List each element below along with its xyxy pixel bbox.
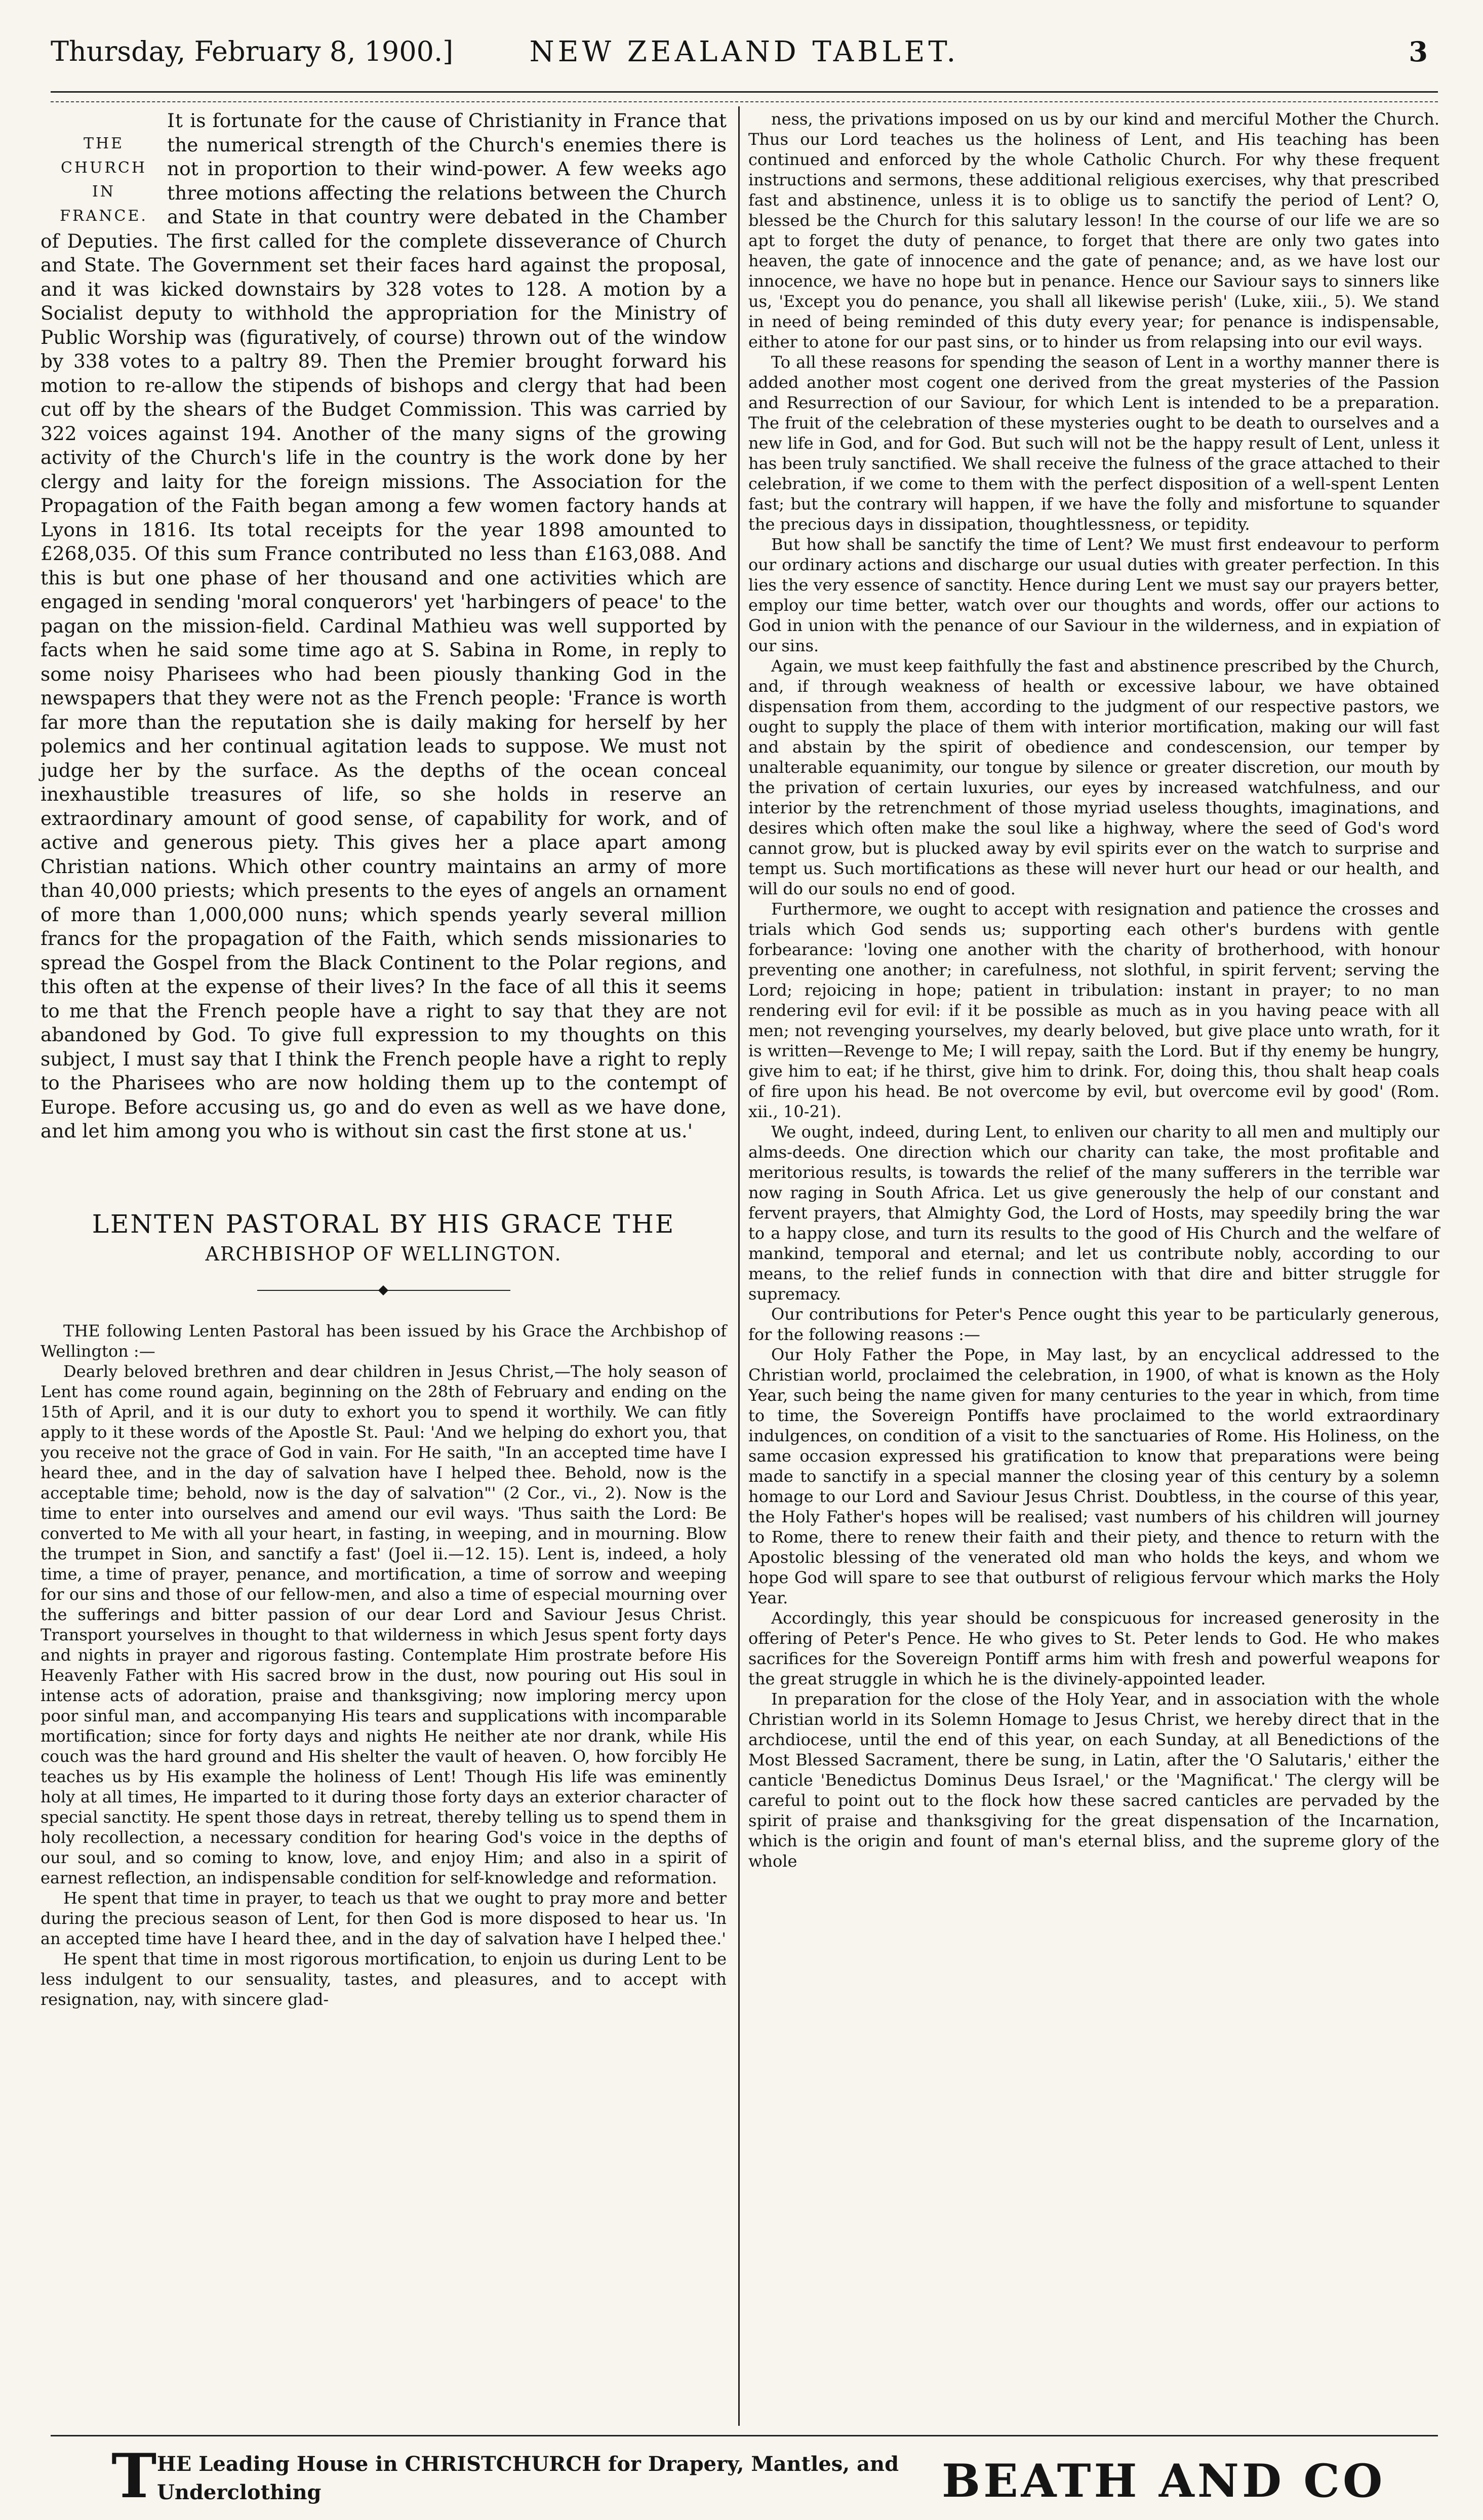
pastoral-paragraph: Again, we must keep faithfully the fast and abstinence prescribed by the Church, and, if through weakness of health or excessive labour, we have obtained dispensation from them, according to the judgment of our respective pastors, we ought to supply the place of them with interior mortification, making our will fast and abstain by the spirit of obedience and condescension, our temper by unalterable equanimity, our tongue by silence or greater discretion, our mouth by the privation of certain luxuries, our eyes by increased watchfulness, and our interior by the retrenchment of those myriad useless thoughts, imaginations, and desires which often make the soul like a highway, where the seed of God's word cannot grow, but is plucked away by evil spirits ever on the watch to surprise and tempt us. Such mortifications as these will never hurt our head or our health, and will do our souls no end of good. <box>748 656 1439 898</box>
advert-line: Underclothing <box>157 2480 322 2504</box>
diamond-icon <box>378 1285 388 1295</box>
pastoral-paragraph: Our Holy Father the Pope, in May last, by an encyclical addressed to the Christian world, proclaimed the celebration, in 1900, of what is known as the Holy Year, such being the name given for many centuries to the year in which, from time to time, the Sovereign Pontiffs have proclaimed to the world extraordinary indulgences, on condition of a visit to the sanctuaries of Rome. His Holiness, on the same occasion expressed his gratification to know that preparations were being made to sanctify in a special manner the closing year of this century by a solemn homage to our Lord and Saviour Jesus Christ. Doubtless, in the course of this year, the Holy Father's hopes will be realised; vast numbers of his children will journey to Rome, there to renew their faith and their piety, and thence to return with the Apostolic blessing of the venerated old man who holds the keys, and whom we hope God will spare to see that outburst of religious fervour which marks the Holy Year. <box>748 1345 1439 1607</box>
side-heading-line: FRANCE. <box>60 207 148 225</box>
column-divider <box>738 106 740 2426</box>
pastoral-paragraph: ness, the privations imposed on us by our kind and merciful Mother the Church. Thus our Lord teaches us the holiness of Lent, and His teaching has been continued and enforced by the whole Catholic Church. For why these frequent instructions and sermons, these additional religious exercises, why that prescribed fast and abstinence, unless it is to oblige us to sanctify the period of Lent? O, blessed be the Church for this salutary lesson! In the course of our life we are so apt to forget the duty of penance, to forget that there are only two gates into heaven, the gate of innocence and the gate of penance; and, as we have lost our innocence, we have no hope but in penance. Hence our Saviour says to sinners like us, 'Except you do penance, you shall all likewise perish' (Luke, xiii., 5). We stand in need of being reminded of this duty every year; for penance is indispensable, either to atone for our past sins, or to hinder us from relapsing into our evil ways. <box>748 109 1439 351</box>
footer-rule <box>51 2435 1438 2436</box>
pastoral-paragraph: He spent that time in prayer, to teach us that we ought to pray more and better during the precious season of Lent, for then God is more disposed to hear us. 'In an accepted time have I heard thee, and in the day of salvation have I helped thee.' <box>41 1888 727 1948</box>
france-article <box>41 109 727 1144</box>
advertisement <box>0 2440 1483 2517</box>
masthead <box>51 35 1438 84</box>
pastoral-paragraph: He spent that time in most rigorous mortification, to enjoin us during Lent to be less indulgent to our sensuality, tastes, and pleasures, and to accept with resignation, nay, with sincere glad- <box>41 1949 727 2009</box>
pastoral-heading-block <box>41 1209 727 1265</box>
pastoral-paragraph: Dearly beloved brethren and dear children in Jesus Christ,—The holy season of Lent has come round again, beginning on the 28th of February and ending on the 15th of April, and it is our duty to exhort you to spend it worthily. We can fitly apply to it these words of the Apostle St. Paul: 'And we helping do exhort you, that you receive not the grace of God in vain. For He saith, "In an accepted time have I heard thee, and in the day of salvation have I helped thee. Behold, now is the acceptable time; behold, now is the day of salvation"' (2 Cor., vi., 2). Now is the time to enter into ourselves and amend our evil ways. 'Thus saith the Lord: Be converted to Me with all your heart, in fasting, in weeping, and in mourning. Blow the trumpet in Sion, and sanctify a fast' (Joel ii.—12. 15). Lent is, indeed, a holy time, a time of prayer, penance, and mortification, a time of sorrow and weeping for our sins and those of our fellow-men, and also a time of especial mourning over the sufferings and bitter passion of our dear Lord and Saviour Jesus Christ. Transport yourselves in thought to that wilderness in which Jesus spent forty days and nights in prayer and rigorous fasting. Contemplate Him prostrate before His Heavenly Father with His sacred brow in the dust, now pouring out His soul in intense acts of adoration, praise and thanksgiving; now imploring mercy upon poor sinful man, and accompanying His tears and supplications with incomparable mortification; since for forty days and nights He neither ate nor drank, while His couch was the hard ground and His shelter the vault of heaven. O, how forcibly He teaches us by His example the holiness of Lent! Though His life was eminently holy at all times, He imparted to it during those forty days an exterior character of special sanctity. He spent those days in retreat, thereby telling us to spend them in holy recollection, a necessary condition for hearing God's voice in the depths of our soul, and so coming to know, love, and enjoy Him; and also in a spirit of earnest reflection, an indispensable condition for self-knowledge and reformation. <box>41 1361 727 1887</box>
pastoral-paragraph: Our contributions for Peter's Pence ought this year to be particularly generous, for the following reasons :— <box>748 1305 1439 1344</box>
issue-date: Thursday, February 8, 1900.] <box>51 35 454 67</box>
article-dropcap: It <box>167 109 183 132</box>
newspaper-title: NEW ZEALAND TABLET. <box>529 35 959 68</box>
right-column <box>748 109 1439 1871</box>
pastoral-subheading: ARCHBISHOP OF WELLINGTON. <box>205 1242 562 1265</box>
france-article-text: is fortunate for the cause of Christianity in France that the numerical strength of the Church's enemies there is not in proportion to their wind-power. A few weeks ago three motions affecting the relations between the Church and State in that country were debated in the Chamber of Deputies. The first called for the complete disseverance of Church and State. The Government set their faces hard against the proposal, and it was kicked downstairs by 328 votes to 128. A motion by a Socialist deputy to withhold the appropriation for the Ministry of Public Worship was (figuratively, of course) thrown out of the window by 338 votes to a paltry 89. Then the Premier brought forward his motion to re-allow the stipends of bishops and clergy that had been cut off by the shears of the Budget Commission. This was carried by 322 voices against 194. Another of the many signs of the growing activity of the Church's life in the country is the work done by her clergy and laity for the foreign missions. The Association for the Propagation of the Faith began among a few women factory hands at Lyons in 1816. Its total receipts for the year 1898 amounted to £268,035. Of this sum France contributed no less than £163,088. And this is but one phase of her thousand and one activities which are engaged in sending 'moral conquerors' yet 'harbingers of peace' to the pagan on the mission-field. Cardinal Mathieu was well supported by facts when he said some time ago at S. Sabina in Rome, in reply to some noisy Pharisees who had been piously thanking God in the newspapers that they were not as the French people: 'France is worth far more than the reputation she is daily making for herself by her polemics and her continual agitation leads to suppose. We must not judge her by the surface. As the depths of the ocean conceal inexhaustible treasures of life, so she holds in reserve an extraordinary amount of good sense, of capability for work, and of active and generous piety. This gives her a place apart among Christian nations. Which other country maintains an army of more than 40,000 priests; which presents to the eyes of angels an ornament of more than 1,000,000 nuns; which spends yearly several million francs for the propagation of the Faith, which sends missionaries to spread the Gospel from the Black Continent to the Polar regions, and this often at the expense of their lives? In the face of all this it seems to me that the French people have a right to say that they are not abandoned by God. To give full expression to my thoughts on this subject, I must say that I think the French people have a right to reply to the Pharisees who are now holding them up to the contempt of Europe. Before accusing us, go and do even as well as we have done, and let him among you who is without sin cast the first stone at us.' <box>41 109 727 1142</box>
pastoral-paragraph: THE following Lenten Pastoral has been issued by his Grace the Archbishop of Wellington :— <box>41 1321 727 1361</box>
side-heading-line: THE <box>83 135 125 152</box>
pastoral-paragraph: Accordingly, this year should be conspicuous for increased generosity in the offering of Peter's Pence. He who gives to St. Peter lends to God. He who makes sacrifices for the Sovereign Pontiff arms him with fresh and powerful weapons for the great struggle in which he is the divinely-appointed leader. <box>748 1608 1439 1688</box>
side-heading-line: CHURCH <box>60 159 147 177</box>
advert-initial: T <box>111 2440 157 2512</box>
pastoral-paragraph: But how shall be sanctify the time of Lent? We must first endeavour to perform our ordinary actions and discharge our usual duties with greater perfection. In this lies the very essence of sanctity. Hence during Lent we must say our prayers better, employ our time better, watch over our thoughts and words, offer our actions to God in union with the penance of our Saviour in the wilderness, and in expiation of our sins. <box>748 535 1439 655</box>
side-heading-line: IN <box>92 183 116 201</box>
advert-brand: BEATH AND CO <box>942 2454 1386 2508</box>
pastoral-paragraph: Furthermore, we ought to accept with resignation and patience the crosses and trials which God sends us; supporting each other's burdens with gentle forbearance: 'loving one another with the charity of brotherhood, with honour preventing one another; in carefulness, not slothful, in spirit fervent; serving the Lord; rejoicing in hope; patient in tribulation: instant in prayer; to no man rendering evil for evil: if it be possible as much as in you having peace with all men; not revenging yourselves, my dearly beloved, but give place unto wrath, for it is written—Revenge to Me; I will repay, saith the Lord. But if thy enemy be hungry, give him to eat; if he thirst, give him to drink. For, doing this, thou shalt heap coals of fire upon his head. Be not overcome by evil, but overcome evil by good' (Rom. xii., 10-21). <box>748 899 1439 1121</box>
pastoral-paragraph: In preparation for the close of the Holy Year, and in association with the whole Christian world in its Solemn Homage to Jesus Christ, we hereby direct that in the archdiocese, until the end of this year, on each Sunday, at all Benedictions of the Most Blessed Sacrament, there be sung, in Latin, after the 'O Salutaris,' either the canticle 'Benedictus Dominus Deus Israel,' or the 'Magnificat.' The clergy will be careful to point out to the flock how these sacred canticles are pervaded by the spirit of praise and thanksgiving for the great dispensation of the Incarnation, which is the origin and fount of man's eternal bliss, and the supreme glory of the whole <box>748 1689 1439 1871</box>
pastoral-paragraph: To all these reasons for spending the season of Lent in a worthy manner there is added another most cogent one derived from the great mysteries of the Passion and Resurrection of our Saviour, for which Lent is intended to be a preparation. The fruit of the celebration of these mysteries ought to be death to ourselves and a new life in God, and for God. But such will not be the happy result of Lent, unless it has been truly sanctified. We shall receive the fulness of the grace attached to their celebration, if we come to them with the perfect disposition of a well-spent Lenten fast; but the contrary will happen, if we have the folly and misfortune to squander the precious days in dissipation, thoughtlessness, or tepidity. <box>748 352 1439 534</box>
header-dashed-rule <box>51 101 1438 102</box>
advert-line: HE Leading House in CHRISTCHURCH for Drapery, Mantles, and <box>157 2452 899 2476</box>
left-column <box>41 109 727 2010</box>
side-heading <box>41 109 167 228</box>
page-number: 3 <box>1409 35 1428 68</box>
header-rule <box>51 91 1438 93</box>
pastoral-paragraph: We ought, indeed, during Lent, to enliven our charity to all men and multiply our alms-deeds. One direction which our charity can take, the most profitable and meritorious results, is towards the relief of the many sufferers in the terrible war now raging in South Africa. Let us give generously the help of our constant and fervent prayers, that Almighty God, the Lord of Hosts, may speedily bring the war to a happy close, and turn its results to the good of His Church and the welfare of mankind, temporal and eternal; and let us contribute nobly, according to our means, to the relief funds in connection with that dire and bitter struggle for supremacy. <box>748 1122 1439 1304</box>
ornament-rule <box>257 1285 510 1295</box>
pastoral-heading: LENTEN PASTORAL BY HIS GRACE THE <box>92 1209 675 1239</box>
